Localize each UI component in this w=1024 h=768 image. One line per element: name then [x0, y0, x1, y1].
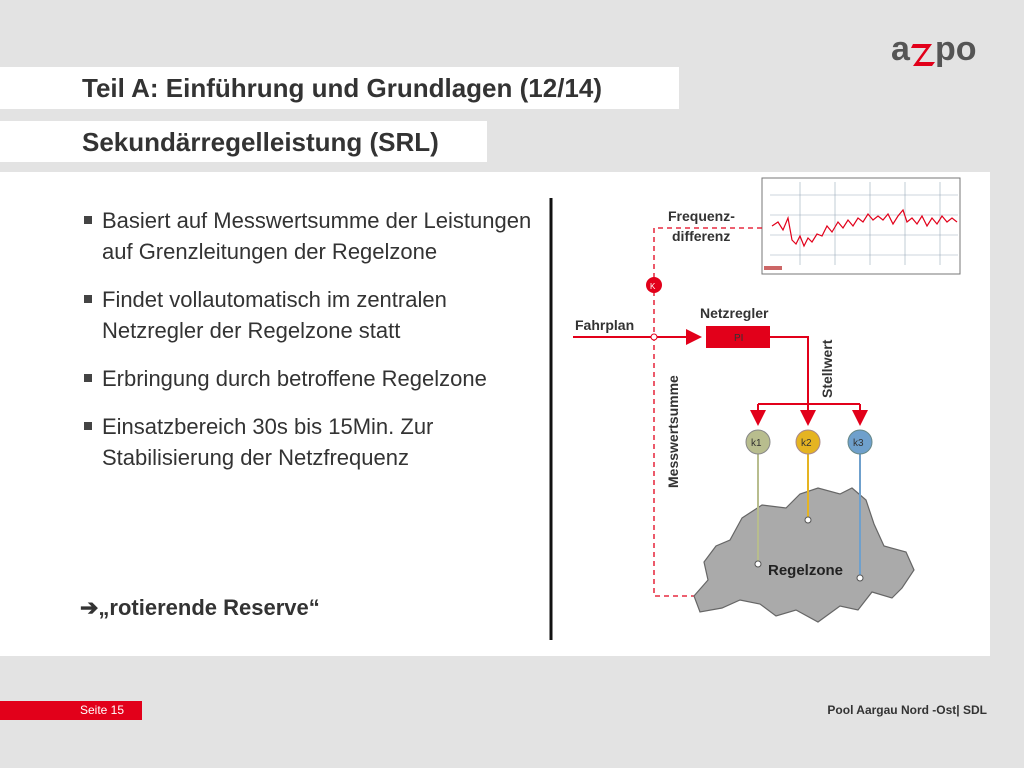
page-title: Teil A: Einführung und Grundlagen (12/14) — [82, 73, 602, 103]
k2-label: k2 — [801, 438, 812, 449]
bullet-item: Basiert auf Messwertsumme der Leistungen auf Grenzleitungen der Regelzone — [78, 205, 538, 267]
freq-label-line2: differenz — [672, 228, 731, 244]
pi-label: PI — [734, 333, 744, 344]
footer-source: Pool Aargau Nord -Ost| SDL — [827, 703, 987, 717]
bullet-square-icon — [84, 374, 92, 382]
control-diagram — [545, 172, 990, 656]
bullet-square-icon — [84, 422, 92, 430]
page-number: Seite 15 — [80, 703, 125, 717]
k1-label: k1 — [751, 438, 762, 449]
switzerland-map — [694, 488, 914, 622]
bullet-item: Erbringung durch betroffene Regelzone — [78, 363, 538, 394]
k-factor-label: K — [650, 282, 656, 291]
bullet-square-icon — [84, 216, 92, 224]
logo-text-po: po — [935, 30, 977, 68]
stellwert-label: Stellwert — [819, 339, 835, 398]
logo-text-a: a — [891, 30, 910, 68]
stellwert-line — [770, 337, 808, 404]
k3-label: k3 — [853, 438, 864, 449]
frequency-chart — [762, 178, 960, 274]
page-subtitle: Sekundärregelleistung (SRL) — [82, 127, 439, 157]
logo-x-icon — [911, 44, 935, 66]
bullet-item: Einsatzbereich 30s bis 15Min. Zur Stabilisierung der Netzfrequenz — [78, 411, 538, 473]
messwertsumme-label: Messwertsumme — [665, 375, 681, 488]
bullet-item: Findet vollautomatisch im zentralen Netzregler der Regelzone statt — [78, 284, 538, 346]
bullet-list — [78, 205, 538, 490]
bullet-square-icon — [84, 295, 92, 303]
regelzone-label: Regelzone — [768, 562, 844, 579]
fahrplan-label: Fahrplan — [575, 317, 635, 333]
freq-label-line1: Frequenz- — [668, 208, 735, 224]
conclusion-text: ➔„rotierende Reserve“ — [80, 595, 320, 620]
netzregler-label: Netzregler — [700, 305, 769, 321]
summing-node-icon — [651, 334, 657, 340]
axpo-logo — [885, 30, 995, 72]
